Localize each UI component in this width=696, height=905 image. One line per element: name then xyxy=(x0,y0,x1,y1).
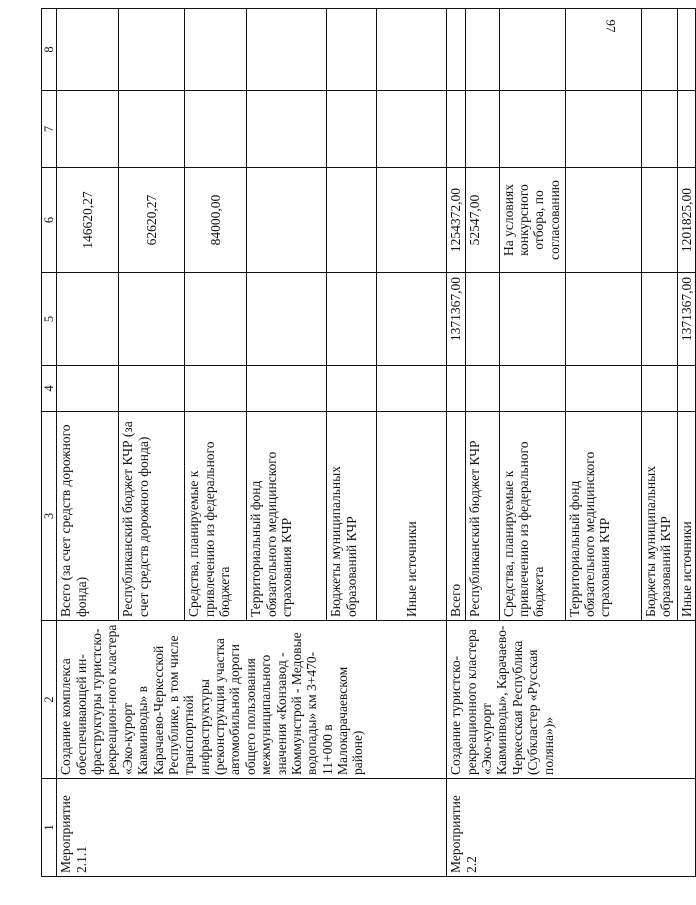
col8-cell xyxy=(641,9,677,91)
col4-cell xyxy=(465,366,499,412)
col7-cell xyxy=(377,91,447,168)
source-cell: Бюджеты муниципальных образований КЧР xyxy=(641,412,677,621)
col6-cell xyxy=(641,168,677,273)
col4-cell xyxy=(57,366,119,412)
col5-cell xyxy=(565,273,641,366)
source-cell: Территориальный фонд обязательного медицинского страхования КЧР xyxy=(247,412,327,621)
col6-cell xyxy=(377,168,447,273)
header-cell: 4 xyxy=(42,366,57,412)
header-cell: 6 xyxy=(42,168,57,273)
col7-cell xyxy=(119,91,185,168)
col8-cell xyxy=(465,9,499,91)
col8-cell xyxy=(247,9,327,91)
col7-cell xyxy=(465,91,499,168)
col8-cell xyxy=(499,9,565,91)
col6-cell xyxy=(247,168,327,273)
source-cell: Всего xyxy=(447,412,465,621)
col4-cell xyxy=(247,366,327,412)
source-cell: Средства, планируемые к привлечению из федерального бюджета xyxy=(185,412,247,621)
col5-cell xyxy=(641,273,677,366)
col4-cell xyxy=(565,366,641,412)
col6-cell xyxy=(565,168,641,273)
col7-cell xyxy=(247,91,327,168)
col4-cell xyxy=(677,366,695,412)
col7-cell xyxy=(327,91,377,168)
col5-cell xyxy=(57,273,119,366)
header-cell: 3 xyxy=(42,412,57,621)
col7-cell xyxy=(565,91,641,168)
header-cell: 7 xyxy=(42,91,57,168)
measure-id: Мероприятие 2.1.1 xyxy=(57,779,447,877)
col8-cell xyxy=(119,9,185,91)
funding-table xyxy=(41,8,696,877)
source-cell: Территориальный фонд обязательного медицинского страхования КЧР xyxy=(565,412,641,621)
source-cell: Республиканский бюджет КЧР (за счет средств дорожного фонда) xyxy=(119,412,185,621)
col4-cell xyxy=(119,366,185,412)
header-cell: 1 xyxy=(42,779,57,877)
col8-cell xyxy=(565,9,641,91)
header-cell: 5 xyxy=(42,273,57,366)
measure-name: Создание туристско-рекреационного кластера «Эко-курорт Кавминводы», Карачаево-Черкесская Республика (Субкластер «Русская поляна»)» xyxy=(447,621,696,779)
col7-cell xyxy=(57,91,119,168)
col4-cell xyxy=(377,366,447,412)
col6-cell: 146620,27 xyxy=(57,168,119,273)
col8-cell xyxy=(327,9,377,91)
col6-cell: 62620,27 xyxy=(119,168,185,273)
col4-cell xyxy=(641,366,677,412)
col6-cell: На условиях конкурсного отбора, по согласованию xyxy=(499,168,565,273)
measure-name: Создание комплекса обеспечивающей ин-фраструктуры туристско-рекреацион-ного кластера «Эко-курорт Кавминводы» в Карачаево-Черкесской Республике, в том числе транспортной инфраструктуры (реконструкция участка автомобильной дороги общего пользования межмуниципального значения «Конзавод - Коммунстрой - Медовые водопады» км 3+470-11+000 в Малокарачаевском районе) xyxy=(57,621,447,779)
col6-cell: 52547,00 xyxy=(465,168,499,273)
measure-id: Мероприятие 2.2 xyxy=(447,779,696,877)
col6-cell: 1254372,00 xyxy=(447,168,465,273)
header-row xyxy=(42,9,57,877)
col5-cell xyxy=(327,273,377,366)
source-cell: Иные источники xyxy=(677,412,695,621)
col6-cell: 1201825,00 xyxy=(677,168,695,273)
col7-cell xyxy=(641,91,677,168)
col4-cell xyxy=(447,366,465,412)
col8-cell xyxy=(377,9,447,91)
col4-cell xyxy=(327,366,377,412)
table-row xyxy=(447,9,465,877)
col7-cell xyxy=(499,91,565,168)
source-cell: Иные источники xyxy=(377,412,447,621)
source-cell: Средства, планируемые к привлечению из федерального бюджета xyxy=(499,412,565,621)
col5-cell xyxy=(247,273,327,366)
col8-cell xyxy=(185,9,247,91)
col5-cell xyxy=(465,273,499,366)
col8-cell xyxy=(57,9,119,91)
source-cell: Всего (за счет средств дорожного фонда) xyxy=(57,412,119,621)
source-cell: Бюджеты муниципальных образований КЧР xyxy=(327,412,377,621)
header-cell: 2 xyxy=(42,621,57,779)
col6-cell xyxy=(327,168,377,273)
col4-cell xyxy=(185,366,247,412)
col8-cell xyxy=(447,9,465,91)
page-number: 97 xyxy=(603,19,619,33)
col5-cell xyxy=(185,273,247,366)
col5-cell xyxy=(377,273,447,366)
col6-cell: 84000,00 xyxy=(185,168,247,273)
col5-cell: 1371367,00 xyxy=(677,273,695,366)
col7-cell xyxy=(185,91,247,168)
col5-cell xyxy=(499,273,565,366)
col7-cell xyxy=(677,91,695,168)
col5-cell: 1371367,00 xyxy=(447,273,465,366)
header-cell: 8 xyxy=(42,9,57,91)
table-row xyxy=(57,9,119,877)
col5-cell xyxy=(119,273,185,366)
col4-cell xyxy=(499,366,565,412)
col8-cell xyxy=(677,9,695,91)
source-cell: Республиканский бюджет КЧР xyxy=(465,412,499,621)
col7-cell xyxy=(447,91,465,168)
